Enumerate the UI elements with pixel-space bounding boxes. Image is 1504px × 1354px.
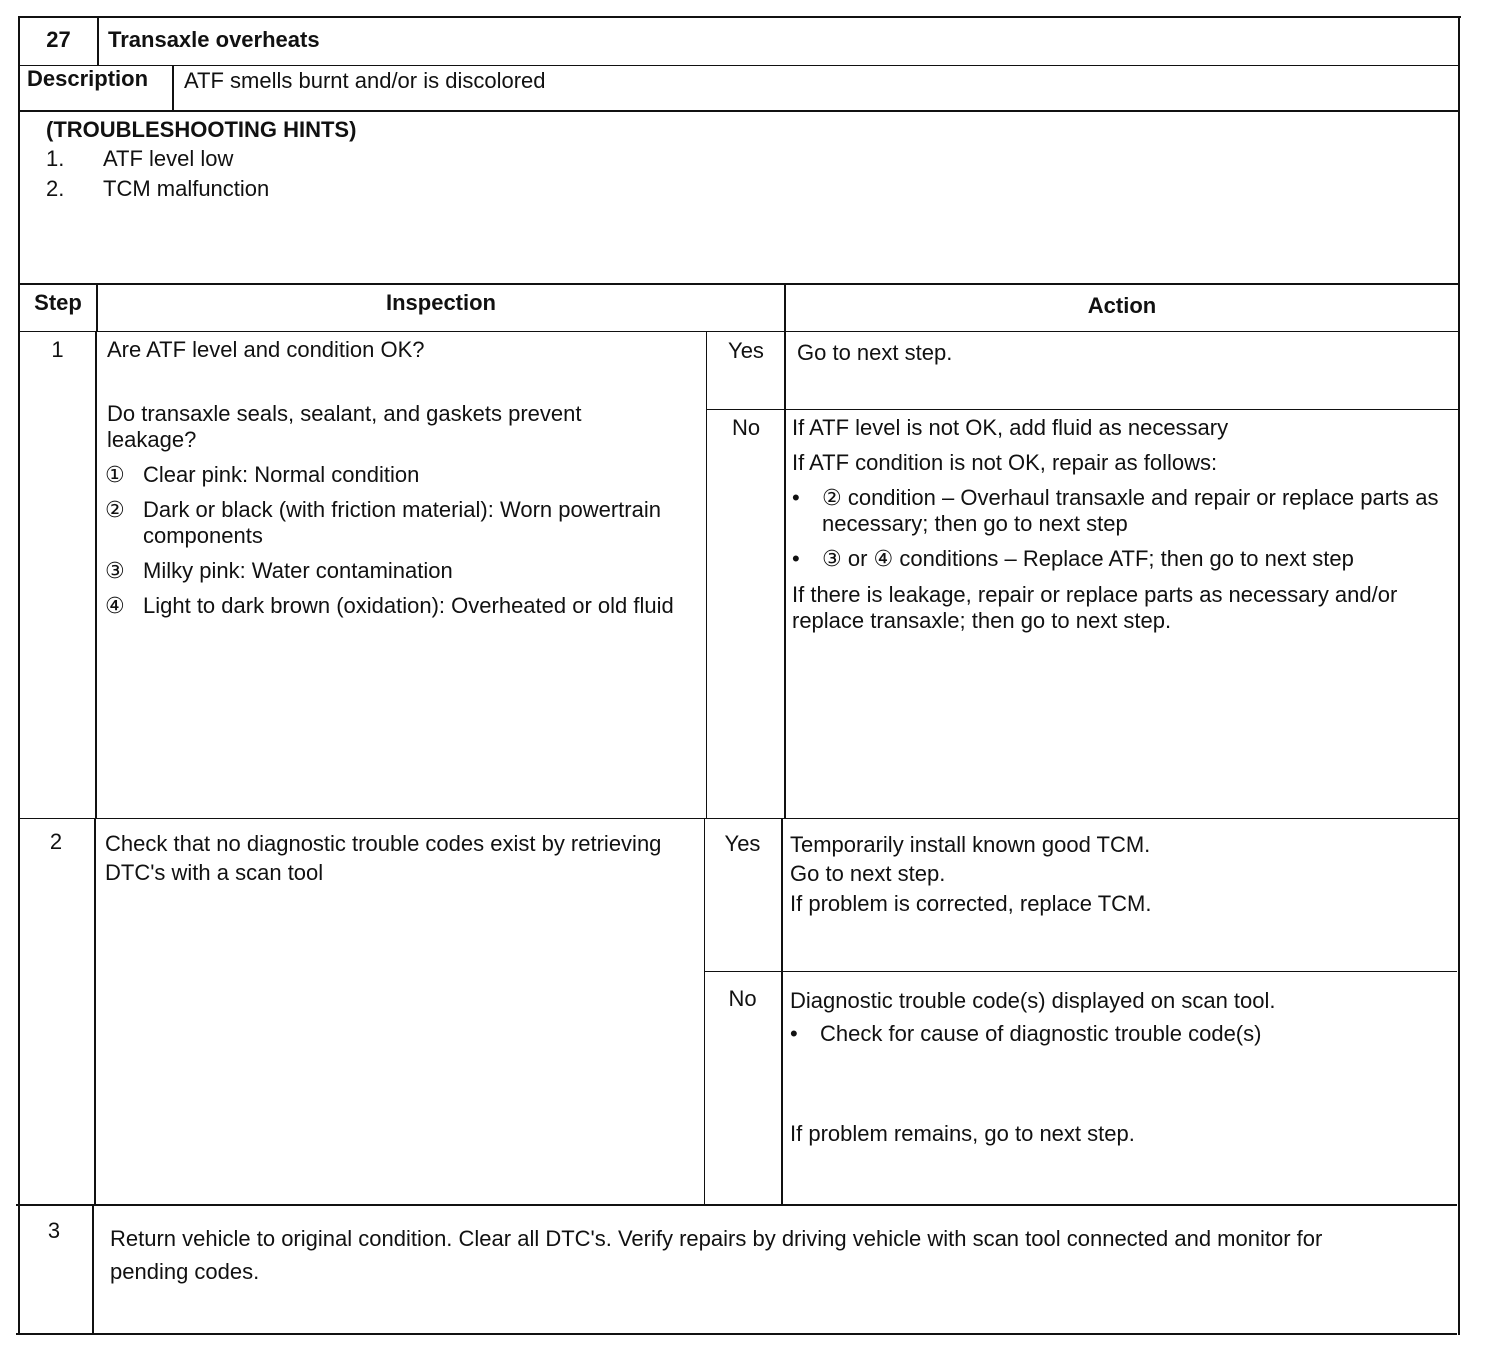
step1-question-1: Are ATF level and condition OK? xyxy=(107,337,425,362)
step2-action-divider xyxy=(781,818,783,1206)
condition-mark: ② xyxy=(105,497,125,522)
step2-bottom xyxy=(16,1204,1457,1206)
step1-question-2: Do transaxle seals, sealant, and gaskets prevent leakage? xyxy=(107,401,582,452)
condition-item xyxy=(105,558,695,584)
condition-item xyxy=(105,593,695,619)
action-bullet-text: ② condition – Overhaul transaxle and repair or replace parts as necessary; then go to next step xyxy=(822,485,1439,536)
step1-yes-label: Yes xyxy=(728,338,764,363)
step-number-1: 1 xyxy=(51,337,64,362)
column-step-header: Step xyxy=(34,290,82,315)
bullet-icon: • xyxy=(790,1021,798,1046)
step-number-2: 2 xyxy=(49,829,63,854)
step2-no-line-2: If problem remains, go to next step. xyxy=(790,1121,1135,1146)
column-header-bottom xyxy=(18,331,1459,332)
step1-conditions-list xyxy=(105,462,695,619)
item-number: 27 xyxy=(46,27,71,52)
hint-number-1: 1. xyxy=(46,146,65,171)
bullet-icon: • xyxy=(792,546,800,571)
border-left xyxy=(18,16,20,1335)
step1-action-divider xyxy=(784,331,786,819)
action-bullet-text: Check for cause of diagnostic trouble code(s) xyxy=(820,1021,1262,1046)
step2-inspection: Check that no diagnostic trouble codes exist by retrieving DTC's with a scan tool xyxy=(105,831,662,885)
bullet-icon: • xyxy=(792,485,800,510)
description-bottom xyxy=(18,110,1459,112)
hint-text-1: ATF level low xyxy=(103,146,234,171)
action-bullet-text: ③ or ④ conditions – Replace ATF; then go to next step xyxy=(822,546,1354,571)
hints-title: (TROUBLESHOOTING HINTS) xyxy=(46,117,357,142)
step1-no-bullets xyxy=(792,485,1442,572)
step2-no-bullet xyxy=(790,1021,1440,1047)
step1-yes-no-divider xyxy=(706,409,1458,410)
border-right xyxy=(1458,16,1460,1335)
column-action-header: Action xyxy=(1087,293,1157,318)
step1-bottom xyxy=(18,818,1459,819)
column-inspection-header: Inspection xyxy=(385,290,496,315)
step1-no-action-3: If there is leakage, repair or replace parts as necessary and/or replace transaxle; then go to next step. xyxy=(792,582,1398,633)
step1-no-label: No xyxy=(731,415,761,440)
condition-text: Light to dark brown (oxidation): Overheated or old fluid xyxy=(143,593,674,618)
step2-step-divider xyxy=(94,818,96,1206)
step1-yes-action: Go to next step. xyxy=(797,340,953,365)
action-bullet-item xyxy=(790,1021,1440,1047)
step2-yes-line-3: If problem is corrected, replace TCM. xyxy=(790,891,1152,916)
step2-no-line-1: Diagnostic trouble code(s) displayed on scan tool. xyxy=(790,988,1276,1013)
description-divider xyxy=(172,65,174,111)
action-bullet-item xyxy=(792,485,1442,537)
condition-mark: ③ xyxy=(105,558,125,583)
step3-text: Return vehicle to original condition. Clear all DTC's. Verify repairs by driving vehicle with scan tool connected and monitor for pending codes. xyxy=(110,1226,1323,1284)
step2-yes-line-2: Go to next step. xyxy=(790,861,946,886)
step-number-3: 3 xyxy=(47,1218,61,1243)
step2-yes-label: Yes xyxy=(724,831,761,856)
hint-text-2: TCM malfunction xyxy=(103,176,270,201)
condition-item xyxy=(105,462,695,488)
border-bottom xyxy=(16,1333,1457,1335)
condition-item xyxy=(105,497,695,549)
step2-yes-line-1: Temporarily install known good TCM. xyxy=(790,832,1151,857)
step2-yesno-divider xyxy=(704,818,705,1206)
step1-no-action-2: If ATF condition is not OK, repair as follows: xyxy=(792,450,1218,475)
step1-no-action-1: If ATF level is not OK, add fluid as necessary xyxy=(792,415,1229,440)
step1-yesno-divider xyxy=(706,331,707,819)
step2-no-label: No xyxy=(728,986,757,1011)
condition-mark: ④ xyxy=(105,593,125,618)
step1-step-divider xyxy=(95,331,97,819)
header-number-divider xyxy=(97,16,99,66)
condition-text: Dark or black (with friction material): Worn powertrain components xyxy=(143,497,661,548)
condition-mark: ① xyxy=(105,462,125,487)
header-divider xyxy=(18,65,1459,66)
condition-text: Clear pink: Normal condition xyxy=(143,462,420,487)
condition-text: Milky pink: Water contamination xyxy=(143,558,453,583)
step2-yes-no-divider xyxy=(704,971,1457,972)
description-label: Description xyxy=(27,66,149,91)
hint-number-2: 2. xyxy=(46,176,65,201)
hints-bottom xyxy=(18,283,1459,285)
description-text: ATF smells burnt and/or is discolored xyxy=(184,68,546,93)
border-top xyxy=(18,16,1461,18)
item-title: Transaxle overheats xyxy=(108,27,320,52)
step3-step-divider xyxy=(92,1205,94,1334)
action-bullet-item xyxy=(792,546,1442,572)
